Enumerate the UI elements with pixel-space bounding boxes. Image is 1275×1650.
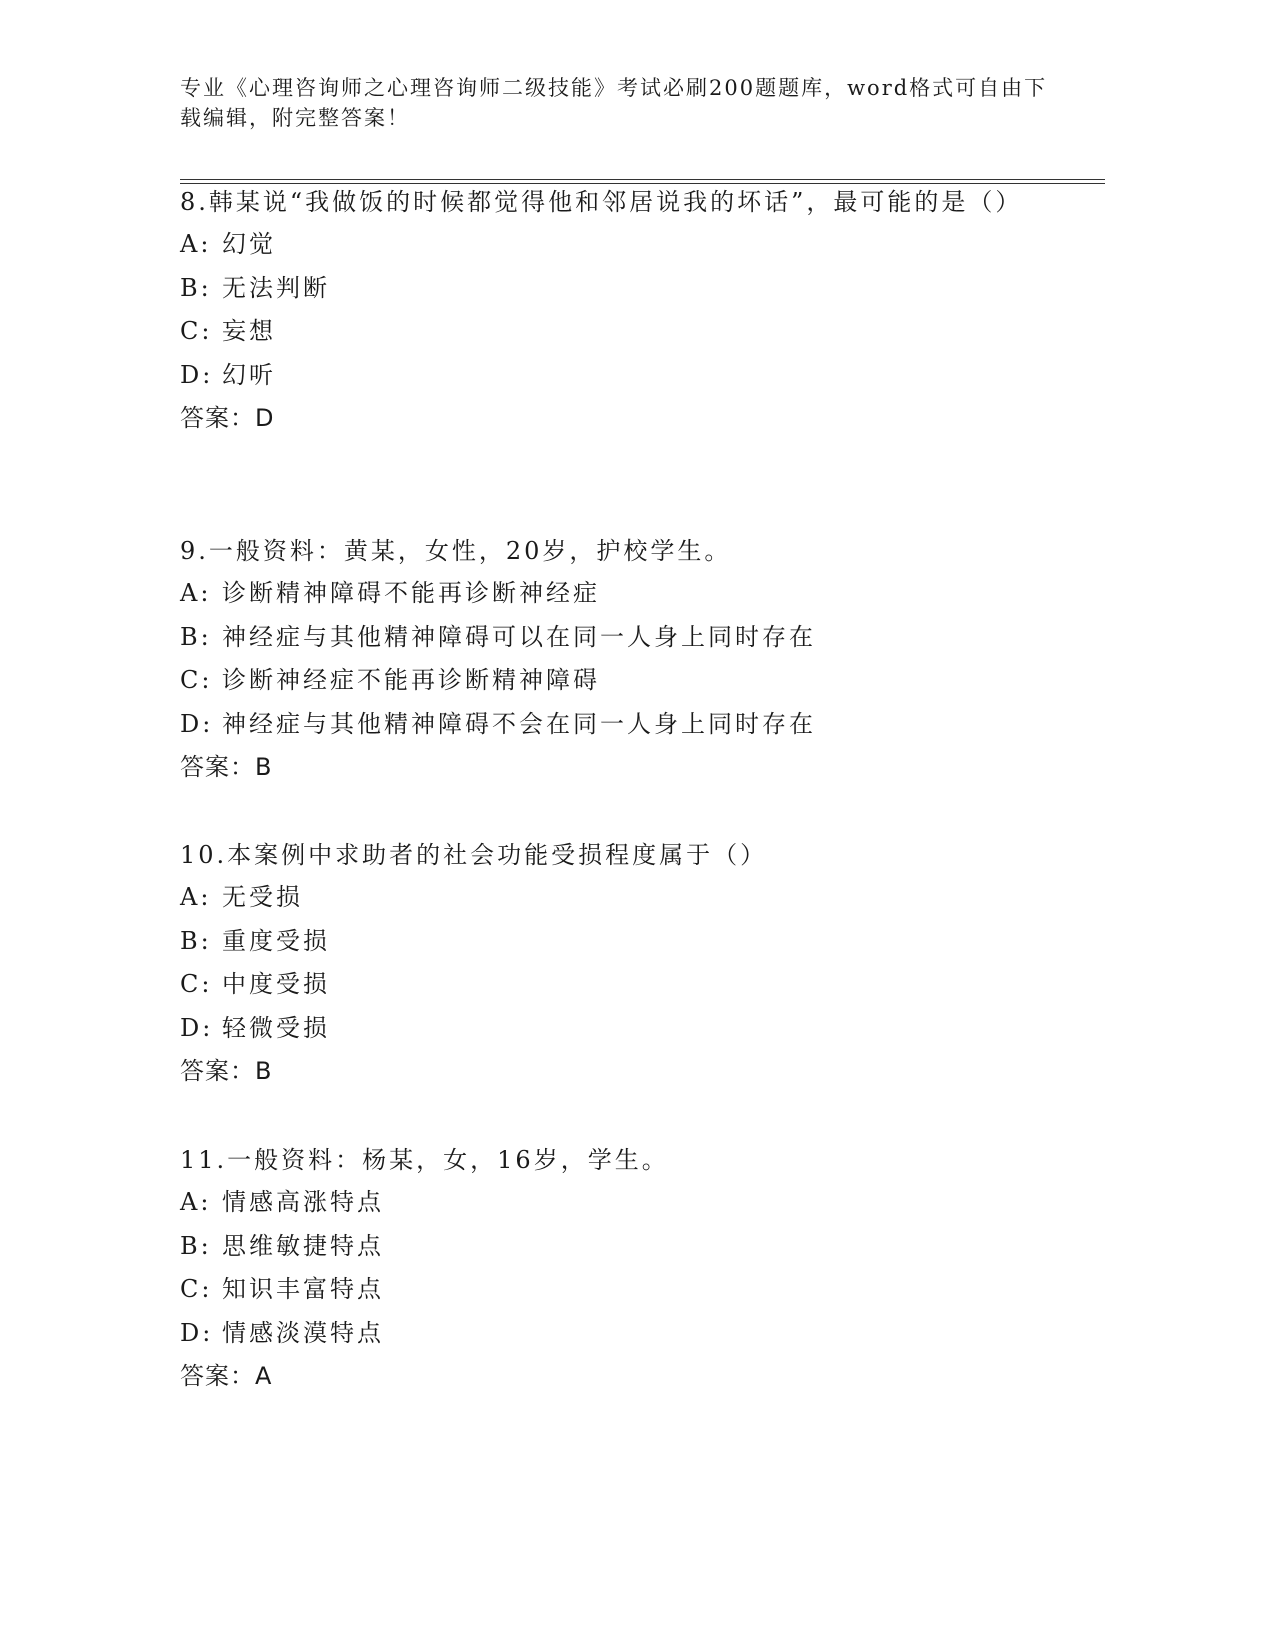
option-c: [180, 659, 1060, 703]
option-text: 幻听: [222, 360, 276, 389]
option-a: [180, 1181, 1060, 1225]
option-key: C:: [180, 317, 213, 345]
option-key: C:: [180, 666, 213, 694]
option-key: B:: [180, 273, 212, 302]
option-key: A:: [180, 1188, 212, 1216]
option-d: [180, 1007, 1060, 1051]
answer-line: 答案：D: [180, 404, 275, 432]
option-text: 重度受损: [222, 926, 330, 955]
option-text: 情感高涨特点: [222, 1188, 384, 1216]
option-text: 无受损: [222, 883, 303, 911]
option-key: D:: [180, 709, 214, 738]
option-text: 中度受损: [222, 970, 330, 998]
question-block: [180, 1139, 1060, 1399]
document-header: 专业《心理咨询师之心理咨询师二级技能》考试必刷200题题库，word格式可自由下载编辑，附完整答案！: [180, 76, 1048, 130]
option-text: 神经症与其他精神障碍不会在同一人身上同时存在: [222, 709, 816, 738]
option-b: [180, 1225, 1060, 1269]
question-block: [180, 530, 1060, 790]
question-stem: 11.一般资料：杨某，女，16岁，学生。: [180, 1146, 669, 1174]
option-d: [180, 354, 1060, 398]
question-stem: 8.韩某说“我做饭的时候都觉得他和邻居说我的坏话”，最可能的是（）: [180, 188, 1023, 216]
answer-line: 答案：B: [180, 1057, 273, 1085]
option-c: [180, 310, 1060, 354]
option-c: [180, 963, 1060, 1007]
option-key: C:: [180, 970, 213, 998]
answer-line: 答案：A: [180, 1362, 273, 1390]
question-stem: 10.本案例中求助者的社会功能受损程度属于（）: [180, 841, 768, 869]
header-divider: [180, 179, 1105, 180]
option-text: 神经症与其他精神障碍可以在同一人身上同时存在: [222, 622, 816, 651]
option-text: 妄想: [222, 317, 276, 345]
option-key: A:: [180, 230, 212, 258]
option-d: [180, 703, 1060, 747]
option-key: A:: [180, 883, 212, 911]
option-text: 诊断精神障碍不能再诊断神经症: [222, 579, 600, 607]
option-d: [180, 1312, 1060, 1356]
option-b: [180, 920, 1060, 964]
answer-line: 答案：B: [180, 753, 273, 781]
option-text: 思维敏捷特点: [222, 1231, 384, 1260]
option-key: D:: [180, 1013, 214, 1042]
question-stem: 9.一般资料：黄某，女性，20岁，护校学生。: [180, 537, 732, 565]
option-text: 无法判断: [222, 273, 330, 302]
option-key: D:: [180, 360, 214, 389]
option-key: B:: [180, 926, 212, 955]
question-block: [180, 834, 1060, 1094]
option-a: [180, 876, 1060, 920]
option-c: [180, 1268, 1060, 1312]
option-key: B:: [180, 622, 212, 651]
option-b: [180, 267, 1060, 311]
option-key: C:: [180, 1275, 213, 1303]
option-b: [180, 616, 1060, 660]
option-a: [180, 223, 1060, 267]
option-text: 幻觉: [222, 230, 276, 258]
question-block: [180, 181, 1060, 441]
option-key: B:: [180, 1231, 212, 1260]
option-text: 诊断神经症不能再诊断精神障碍: [222, 666, 600, 694]
option-a: [180, 572, 1060, 616]
option-key: A:: [180, 579, 212, 607]
option-text: 情感淡漠特点: [222, 1318, 384, 1347]
option-key: D:: [180, 1318, 214, 1347]
option-text: 轻微受损: [222, 1013, 330, 1042]
option-text: 知识丰富特点: [222, 1275, 384, 1303]
